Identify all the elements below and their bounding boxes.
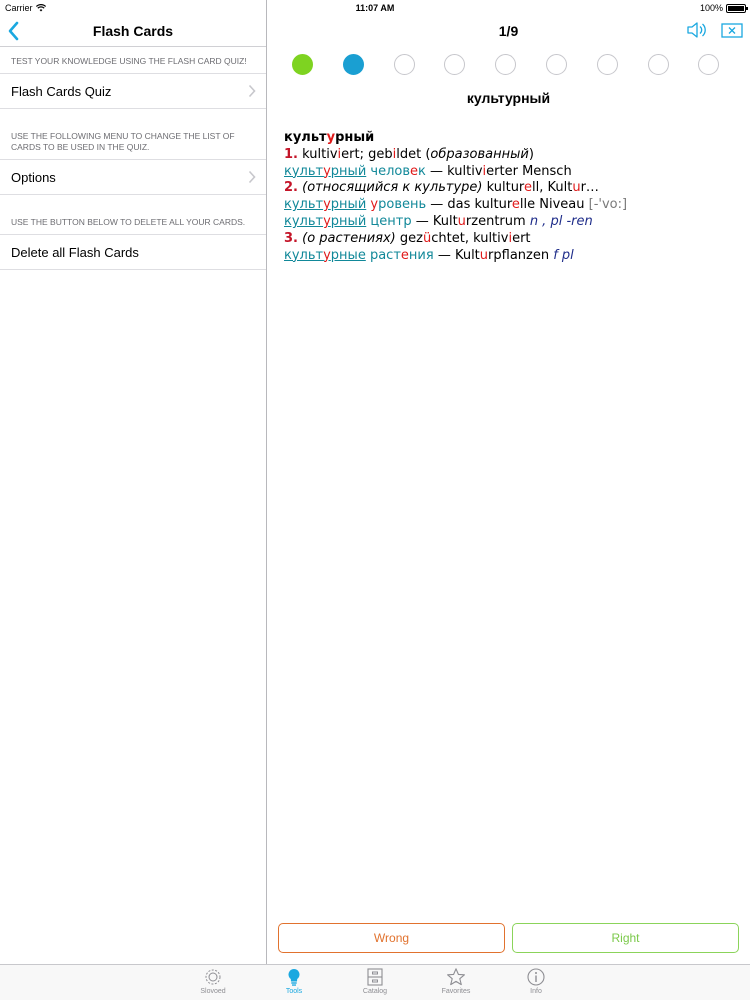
left-panel	[0, 16, 266, 964]
status-bar	[0, 0, 750, 16]
tab-bar	[0, 964, 750, 1000]
delete-all-flash-cards-label: Delete all Flash Cards	[11, 244, 139, 260]
sense-1: 1. kultiviert; gebildet (образованный)	[284, 146, 534, 162]
progress-dot-empty	[597, 54, 618, 75]
tab-label: Info	[530, 988, 542, 995]
right-navbar	[267, 16, 750, 47]
battery-percent: 100%	[699, 3, 723, 13]
example-link[interactable]: культурные	[284, 247, 366, 263]
example-link[interactable]: культурный	[284, 163, 367, 179]
delete-section-note: USE THE BUTTON BELOW TO DELETE ALL YOUR CARDS.	[0, 195, 266, 234]
battery-indicator	[700, 3, 746, 13]
tab-favorites[interactable]	[426, 967, 486, 995]
battery-icon	[726, 4, 746, 13]
right-button[interactable]: Right	[512, 923, 739, 953]
example-3: культурный центр — Kulturzentrum n , pl -ren	[284, 213, 593, 229]
carrier-label: Carrier	[5, 3, 33, 13]
progress-dot-empty	[698, 54, 719, 75]
flash-cards-quiz-label: Flash Cards Quiz	[11, 83, 112, 99]
dictionary-article	[284, 130, 627, 264]
tab-tools[interactable]	[264, 967, 324, 995]
progress-dot-correct	[292, 54, 313, 75]
card-counter: 1/9	[498, 23, 519, 39]
flash-cards-quiz-row[interactable]	[0, 73, 266, 109]
wrong-button[interactable]: Wrong	[278, 923, 505, 953]
card-word: культурный	[466, 90, 551, 106]
chevron-right-icon	[248, 170, 256, 184]
headword: культурный	[284, 130, 375, 145]
catalog-icon	[365, 967, 385, 987]
quiz-section-note: TEST YOUR KNOWLEDGE USING THE FLASH CARD QUIZ!	[0, 47, 266, 73]
example-1: культурный человек — kultivierter Mensch	[284, 163, 572, 179]
lightbulb-icon	[284, 967, 304, 987]
progress-dot-empty	[444, 54, 465, 75]
example-link[interactable]: культурный	[284, 213, 367, 229]
progress-dot-empty	[394, 54, 415, 75]
sense-2: 2. (относящийся к культуре) kulturell, Kultur…	[284, 180, 599, 196]
example-link[interactable]: культурный	[284, 197, 367, 213]
star-icon	[446, 967, 466, 987]
tab-catalog[interactable]	[345, 967, 405, 995]
tab-label: Slovoed	[200, 988, 226, 995]
progress-dot-empty	[546, 54, 567, 75]
example-4: культурные растения — Kulturpflanzen f pl	[284, 247, 574, 263]
progress-dot-empty	[648, 54, 669, 75]
info-icon	[526, 967, 546, 987]
tab-label: Catalog	[362, 988, 388, 995]
speaker-icon[interactable]	[686, 20, 708, 40]
delete-card-icon[interactable]	[721, 23, 743, 38]
options-section-note: USE THE FOLLOWING MENU TO CHANGE THE LIST OF CARDS TO BE USED IN THE QUIZ.	[0, 109, 266, 159]
clock: 11:07 AM	[355, 3, 395, 13]
progress-dots	[267, 54, 750, 76]
tab-info[interactable]	[506, 967, 566, 995]
progress-dot-empty	[495, 54, 516, 75]
options-row[interactable]	[0, 159, 266, 195]
sense-3: 3. (о растениях) gezüchtet, kultiviert	[284, 230, 531, 246]
tab-label: Favorites	[441, 988, 471, 995]
progress-dot-current	[343, 54, 364, 75]
tab-label: Tools	[285, 988, 303, 995]
chevron-right-icon	[248, 84, 256, 98]
slovoed-icon	[203, 967, 223, 987]
left-navbar	[0, 16, 266, 47]
flash-card-panel	[267, 16, 750, 964]
article-headword-line	[284, 130, 627, 147]
tab-slovoed[interactable]	[183, 967, 243, 995]
left-panel-title: Flash Cards	[92, 23, 174, 39]
delete-all-flash-cards-row[interactable]	[0, 234, 266, 270]
options-label: Options	[11, 169, 56, 185]
example-2: культурный уровень — das kulturelle Niveau [-'vo:]	[284, 197, 628, 213]
